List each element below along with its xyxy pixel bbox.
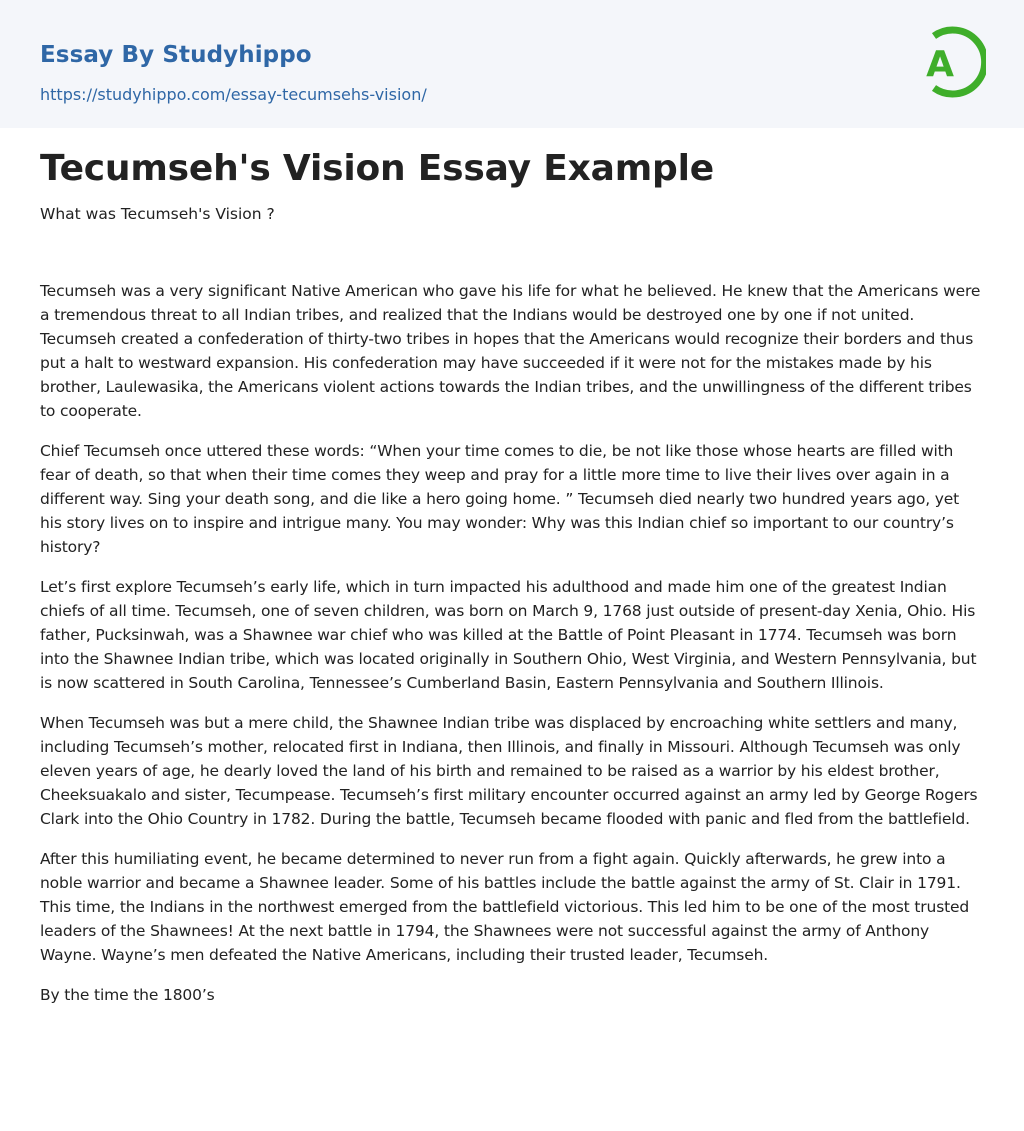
studyhippo-logo-icon[interactable] [912,19,986,105]
paragraph: Tecumseh was a very significant Native American who gave his life for what he believed. He knew that the Americans were a tremendous threat to all Indian tribes, and realized that the Indians would be destroyed one by one if not united. Tecumseh created a confederation of thirty-two tribes in hopes that the Americans would recognize their borders and thus put a halt to westward expansion. His confederation may have succeeded if it were not for the mistakes made by his brother, Laulewasika, the Americans violent actions towards the Indian tribes, and the unwillingness of the different tribes to cooperate. [40,282,981,420]
article-subtitle: What was Tecumseh's Vision ? [40,205,275,223]
paragraph: By the time the 1800’s [40,986,215,1004]
site-header [0,0,1024,128]
article [0,147,1024,1007]
page-url-link[interactable]: https://studyhippo.com/essay-tecumsehs-vision/ [40,85,427,104]
paragraph: Let’s first explore Tecumseh’s early life, which in turn impacted his adulthood and made him one of the greatest Indian chiefs of all time. Tecumseh, one of seven children, was born on March 9, 1768 just outside of present-day Xenia, Ohio. His father, Pucksinwah, was a Shawnee war chief who was killed at the Battle of Point Pleasant in 1774. Tecumseh was born into the Shawnee Indian tribe, which was located originally in Southern Ohio, West Virginia, and Western Pennsylvania, but is now scattered in South Carolina, Tennessee’s Cumberland Basin, Eastern Pennsylvania and Southern Illinois. [40,578,977,692]
paragraph: Chief Tecumseh once uttered these words: “When your time comes to die, be not like those whose hearts are filled with fear of death, so that when their time comes they weep and pray for a little more time to live their lives over again in a different way. Sing your death song, and die like a hero going home. ” Tecumseh died nearly two hundred years ago, yet his story lives on to inspire and intrigue many. You may wonder: Why was this Indian chief so important to our country’s history? [40,442,960,556]
svg-text:A: A [926,44,954,85]
paragraph: After this humiliating event, he became determined to never run from a fight again. Quickly afterwards, he grew into a noble warrior and became a Shawnee leader. Some of his battles include the battle against the army of St. Clair in 1791. This time, the Indians in the northwest emerged from the battlefield victorious. This led him to be one of the most trusted leaders of the Shawnees! At the next battle in 1794, the Shawnees were not successful against the army of Anthony Wayne. Wayne’s men defeated the Native Americans, including their trusted leader, Tecumseh. [40,850,970,964]
paragraph: When Tecumseh was but a mere child, the Shawnee Indian tribe was displaced by encroaching white settlers and many, including Tecumseh’s mother, relocated first in Indiana, then Illinois, and finally in Missouri. Although Tecumseh was only eleven years of age, he dearly loved the land of his birth and remained to be raised as a warrior by his eldest brother, Cheeksuakalo and sister, Tecumpease. Tecumseh’s first military encounter occurred against an army led by George Rogers Clark into the Ohio Country in 1782. During the battle, Tecumseh became flooded with panic and fled from the battlefield. [40,714,978,828]
article-body [40,279,984,1007]
page-title: Tecumseh's Vision Essay Example [40,148,714,189]
brand-title[interactable]: Essay By Studyhippo [40,42,312,68]
